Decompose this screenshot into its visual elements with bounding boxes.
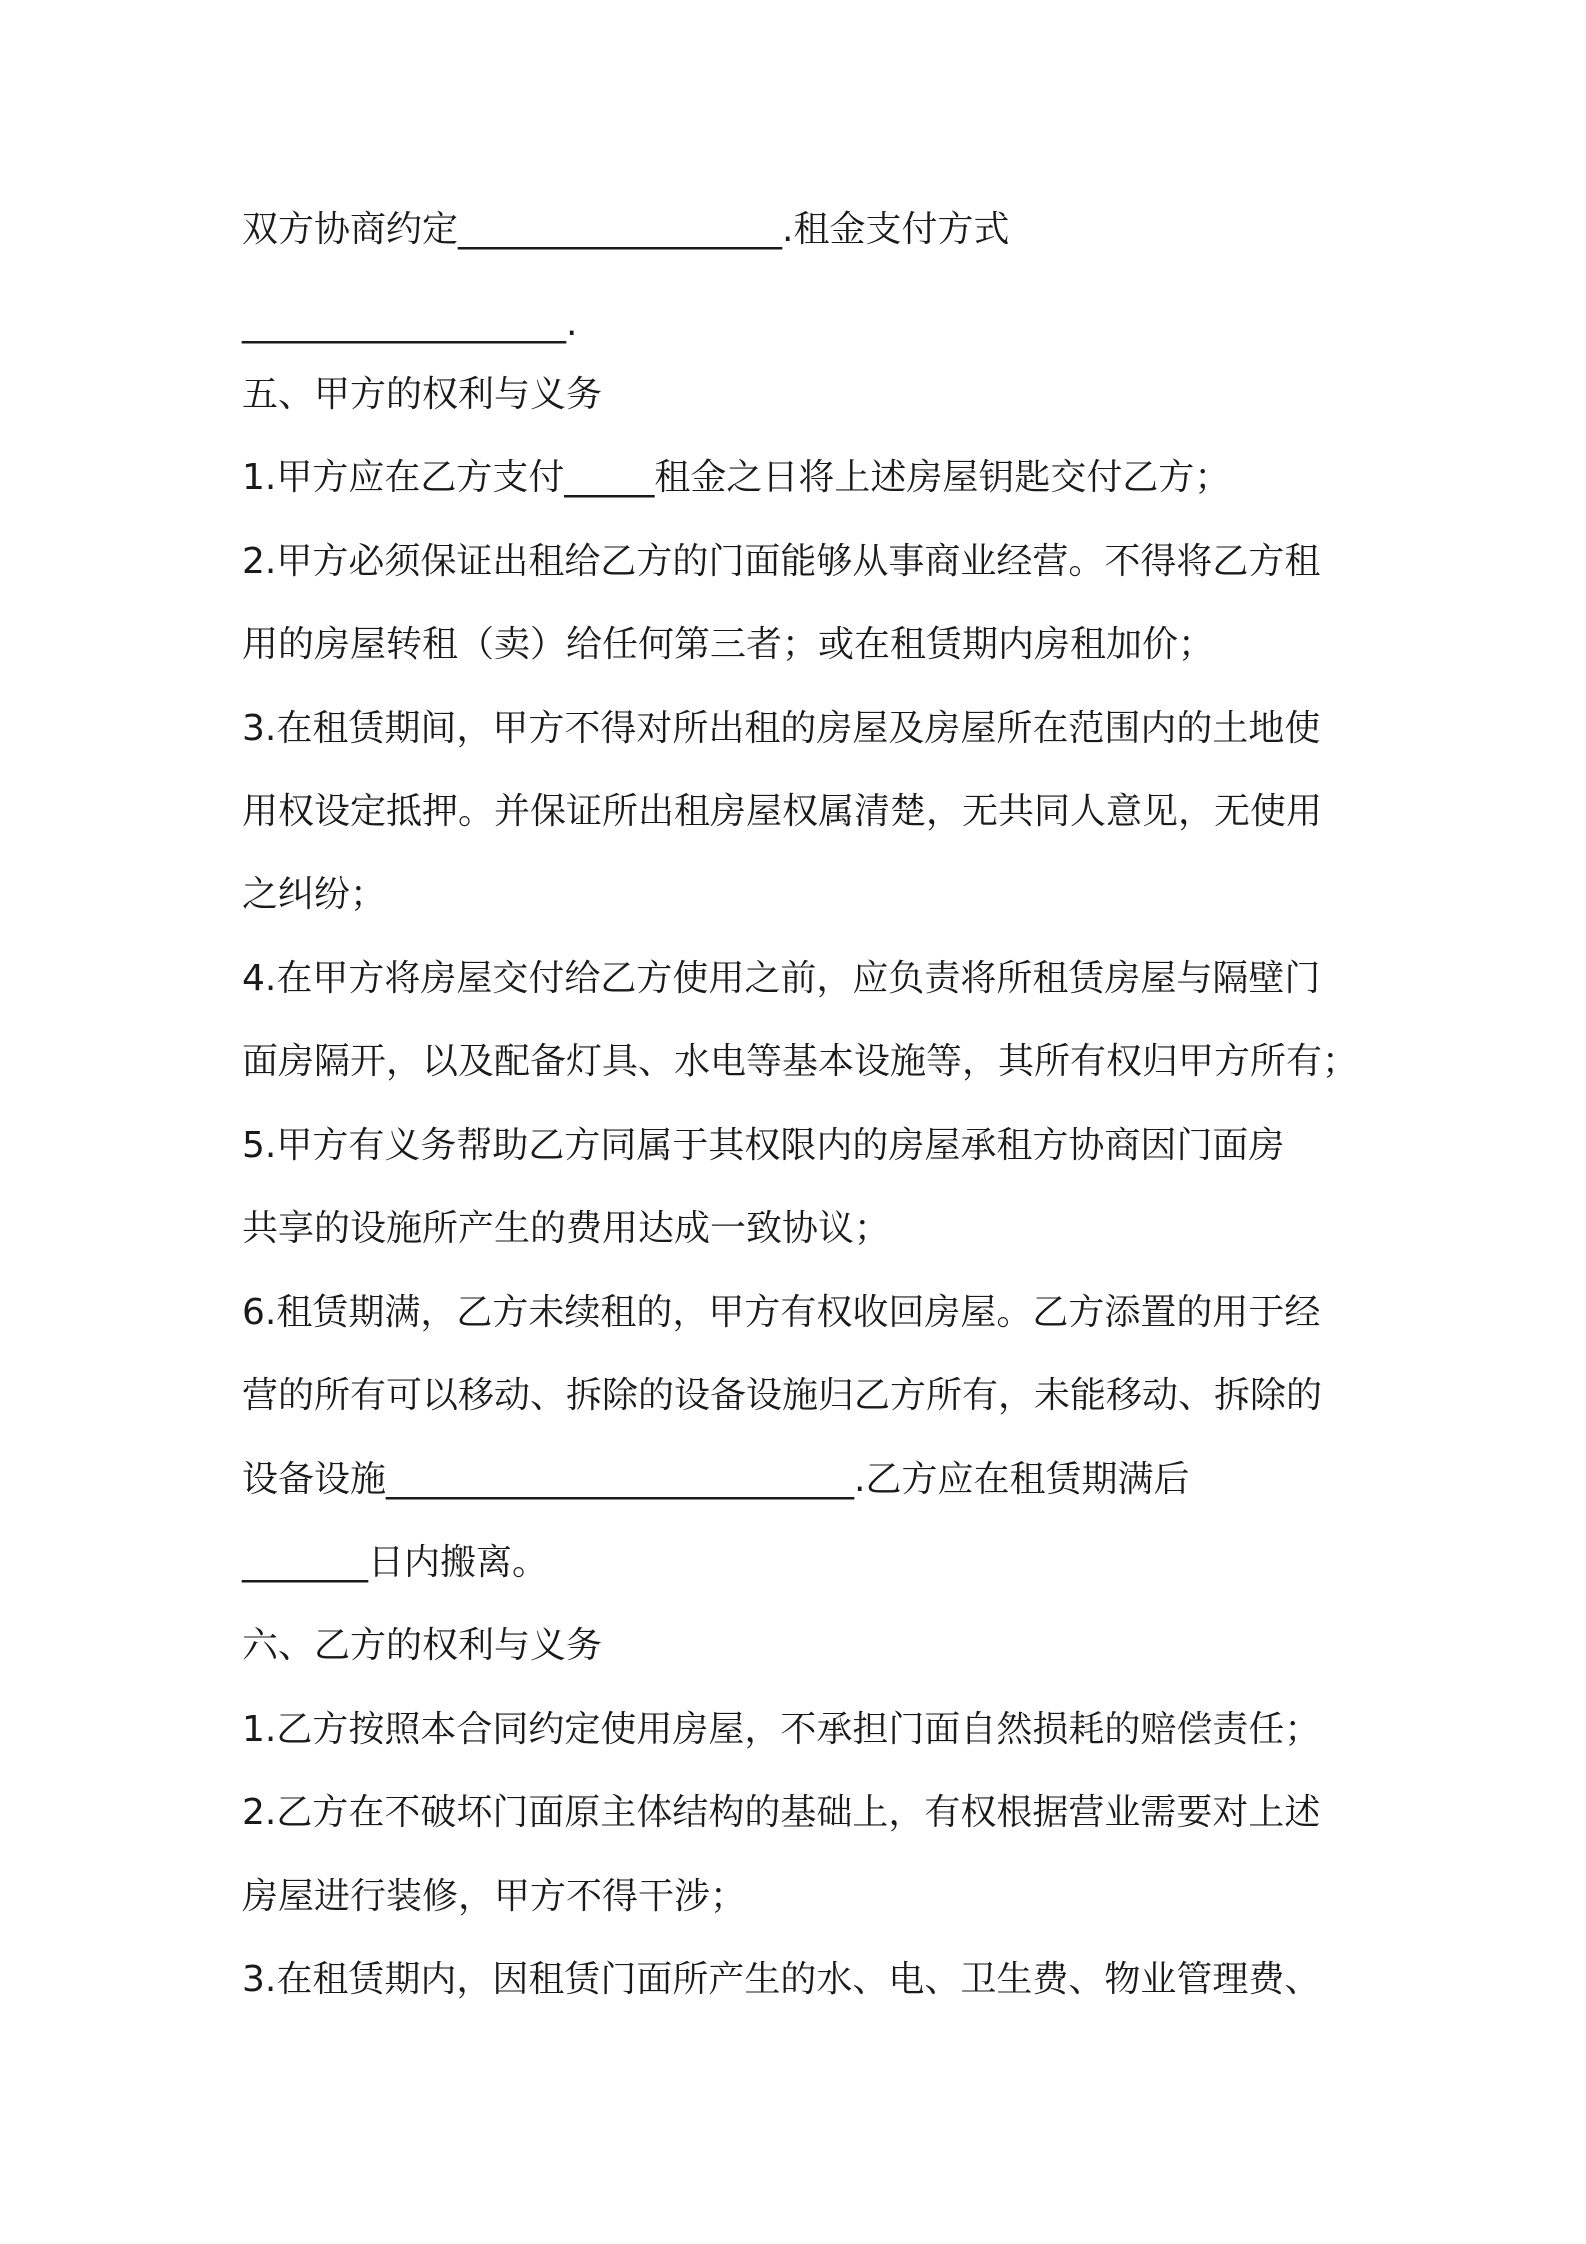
text-line-13: 共享的设施所产生的费用达成一致协议； xyxy=(242,1208,891,1249)
text-line-20: 2.乙方在不破坏门面原主体结构的基础上，有权根据营业需要对上述 xyxy=(242,1792,1321,1833)
text-line-19: 1.乙方按照本合同约定使用房屋，不承担门面自然损耗的赔偿责任； xyxy=(242,1709,1321,1750)
text-line-1: 双方协商约定__________________.租金支付方式 xyxy=(242,209,1010,250)
text-line-7: 3.在租赁期间，甲方不得对所出租的房屋及房屋所在范围内的土地使 xyxy=(242,708,1321,749)
section-heading-6: 六、乙方的权利与义务 xyxy=(242,1625,603,1666)
section-heading-5: 五、甲方的权利与义务 xyxy=(242,374,603,415)
text-line-10: 4.在甲方将房屋交付给乙方使用之前，应负责将所租赁房屋与隔壁门 xyxy=(242,958,1321,999)
text-line-12: 5.甲方有义务帮助乙方同属于其权限内的房屋承租方协商因门面房 xyxy=(242,1125,1285,1166)
text-line-22: 3.在租赁期内，因租赁门面所产生的水、电、卫生费、物业管理费、 xyxy=(242,1959,1321,2000)
text-line-14: 6.租赁期满，乙方未续租的，甲方有权收回房屋。乙方添置的用于经 xyxy=(242,1292,1321,1333)
text-line-21: 房屋进行装修，甲方不得干涉； xyxy=(242,1876,747,1917)
text-line-9: 之纠纷； xyxy=(242,874,387,915)
text-line-6: 用的房屋转租（卖）给任何第三者；或在租赁期内房租加价； xyxy=(242,624,1215,665)
text-line-15: 营的所有可以移动、拆除的设备设施归乙方所有，未能移动、拆除的 xyxy=(242,1375,1323,1416)
text-line-16: 设备设施__________________________.乙方应在租赁期满后 xyxy=(242,1459,1190,1500)
text-line-5: 2.甲方必须保证出租给乙方的门面能够从事商业经营。不得将乙方租 xyxy=(242,541,1321,582)
text-line-2: __________________. xyxy=(242,303,578,344)
text-line-17: _______日内搬离。 xyxy=(242,1542,549,1583)
text-line-11: 面房隔开，以及配备灯具、水电等基本设施等，其所有权归甲方所有； xyxy=(242,1041,1359,1082)
text-line-8: 用权设定抵押。并保证所出租房屋权属清楚，无共同人意见，无使用 xyxy=(242,791,1323,832)
text-line-4: 1.甲方应在乙方支付_____租金之日将上述房屋钥匙交付乙方； xyxy=(242,457,1231,498)
